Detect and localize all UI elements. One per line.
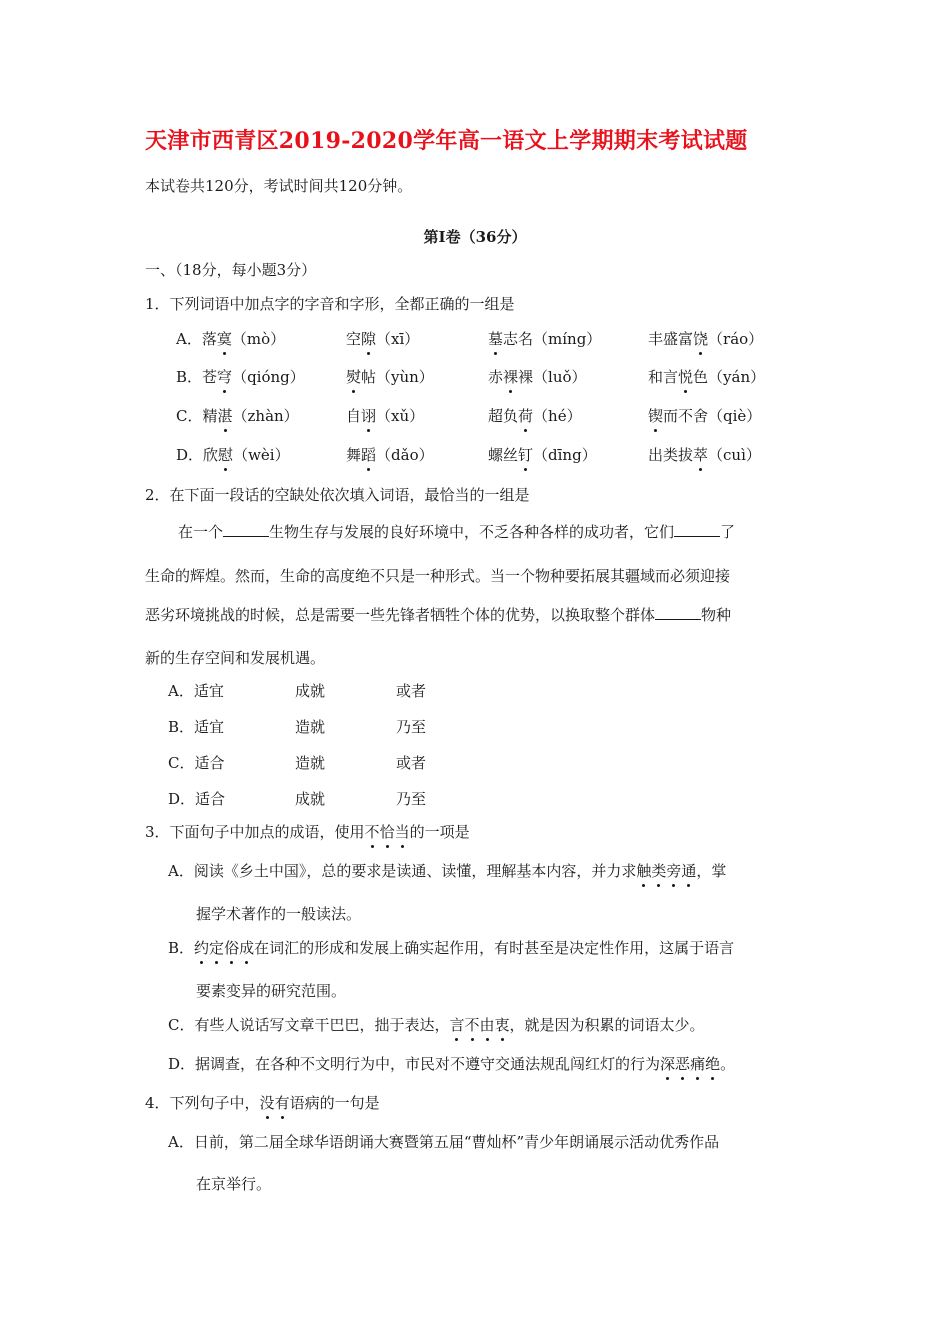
emphasis-char: 有 [274,1094,290,1112]
option-cell: 成就 [295,790,326,808]
word-text: 丰盛富 [648,330,694,348]
dotted-char: 墓 [488,330,504,348]
dotted-char: 饶 [693,330,709,348]
idiom-char: 俗 [224,939,240,957]
word-text: 超负 [488,407,519,425]
dotted-char: 蹈 [361,446,377,464]
question-2-stem: 2．在下面一段话的空缺处依次填入词语，最恰当的一组是 [145,486,530,504]
idiom-char: 言 [449,1016,465,1034]
pinyin-text: 裸（luǒ） [518,368,587,386]
pinyin-text: （cuì） [708,446,761,464]
option-word [488,405,582,426]
option-cell: 或者 [396,682,427,700]
option-cell: C．适合 [168,754,225,772]
option-cell: D．适合 [168,790,226,808]
option-word [488,328,601,349]
dotted-char: 锲 [648,407,664,425]
question-3-option-b-line-2: 要素变异的研究范围。 [196,982,347,1000]
emphasis-char: 当 [394,823,410,841]
dotted-char: 荷 [518,407,534,425]
passage-text: 生物生存与发展的良好环境中，不乏各种各样的成功者，它们 [269,523,675,541]
pinyin-text: 志名（míng） [503,330,602,348]
question-3-stem [145,821,470,842]
dotted-char: 熨 [346,368,362,386]
option-word [648,366,765,387]
passage-text: 恶劣环境挑战的时候，总是需要一些先锋者牺牲个体的优势，以换取整个群体 [145,606,656,624]
option-letter: D． [176,446,204,464]
option-cell: A．适宜 [168,682,224,700]
idiom-char: 约 [194,939,210,957]
pinyin-text: （ráo） [708,330,764,348]
option-cell: 成就 [295,682,326,700]
option-text: 。 [720,1055,736,1073]
option-word [346,366,434,387]
option-letter: B． [176,368,203,386]
pinyin-text: 而不舍（qiè） [663,407,762,425]
dotted-char: 隙 [361,330,377,348]
option-label: B． [168,939,195,957]
option-cell: B．适宜 [168,718,225,736]
option-text: 在词汇的形成和发展上确实起作用，有时甚至是决定性作用，这属于语言 [254,939,735,957]
idiom-char: 痛 [690,1055,706,1073]
passage-text: 了 [720,523,736,541]
pinyin-text: （qióng） [232,368,305,386]
word-text: 赤 [488,368,504,386]
fill-blank-3 [655,607,701,620]
option-word [346,405,424,426]
word-text: 和言 [648,368,679,386]
option-label [176,366,305,387]
option-label [176,405,299,426]
idiom-char: 触 [636,862,652,880]
option-cell: 造就 [295,754,326,772]
question-2-passage-line-1 [178,521,735,542]
dotted-char: 悦 [678,368,694,386]
passage-text: 在一个 [178,523,224,541]
idiom-char: 类 [651,862,667,880]
word-text: 苍 [202,368,218,386]
pinyin-text: （zhàn） [232,407,299,425]
pinyin-text: （hé） [533,407,582,425]
idiom-char: 旁 [666,862,682,880]
question-3-option-c [168,1014,705,1035]
pinyin-text: （mò） [231,330,286,348]
pinyin-text: （wèi） [233,446,290,464]
question-3-option-a-line-2: 握学术著作的一般读法。 [196,905,362,923]
word-text: 自 [346,407,362,425]
option-text: D．据调查，在各种不文明行为中，市民对不遵守交通法规乱闯红灯的行为 [168,1055,661,1073]
option-cell: 或者 [396,754,427,772]
pinyin-text: （xī） [376,330,420,348]
question-1-stem: 1．下列词语中加点字的字音和字形，全都正确的一组是 [145,295,515,313]
question-3-option-d [168,1053,735,1074]
idiom-char: 由 [479,1016,495,1034]
option-word [346,444,434,465]
dotted-char: 湛 [217,407,233,425]
option-cell: 乃至 [396,718,427,736]
question-4-option-a-line-2: 在京举行。 [196,1175,272,1193]
exam-intro: 本试卷共120分，考试时间共120分钟。 [145,177,413,195]
question-3-option-b [168,937,734,958]
word-text: 舞 [346,446,362,464]
part-one-heading: 一、（18分，每小题3分） [145,261,317,279]
pinyin-text: （dǎo） [376,446,434,464]
option-word [648,328,763,349]
emphasis-char: 不 [364,823,380,841]
passage-text: 物种 [701,606,732,624]
question-3-option-a [168,860,726,881]
fill-blank-2 [674,524,720,537]
dotted-char: 诩 [361,407,377,425]
option-letter: A． [176,330,202,348]
word-text: 出类拔 [648,446,694,464]
dotted-char: 萃 [693,446,709,464]
idiom-char: 深 [660,1055,676,1073]
option-label [176,328,285,349]
idiom-char: 成 [239,939,255,957]
option-cell: 造就 [295,718,326,736]
option-text: C．有些人说话写文章干巴巴，拙于表达， [168,1016,450,1034]
idiom-char: 定 [209,939,225,957]
idiom-char: 衷 [494,1016,510,1034]
word-text: 空 [346,330,362,348]
option-text: A．阅读《乡土中国》，总的要求是读通、读懂，理解基本内容，并力求 [168,862,637,880]
question-4-option-a: A．日前，第二届全球华语朗诵大赛暨第五届“曹灿杯”青少年朗诵展示活动优秀作品 [168,1133,720,1151]
stem-text: 语病的一句是 [289,1094,380,1112]
pinyin-text: 帖（yùn） [361,368,434,386]
option-word [648,444,761,465]
page-title: 天津市西青区2019-2020学年高一语文上学期期末考试试题 [145,128,748,154]
option-word [488,444,597,465]
dotted-char: 穹 [217,368,233,386]
word-text: 螺丝 [488,446,519,464]
idiom-char: 恶 [675,1055,691,1073]
dotted-char: 裸 [503,368,519,386]
pinyin-text: （xǔ） [376,407,425,425]
question-2-passage-line-4: 新的生存空间和发展机遇。 [145,649,326,667]
option-text: ，就是因为积累的词语太少。 [509,1016,705,1034]
idiom-char: 通 [681,862,697,880]
option-word [648,405,761,426]
dotted-char: 钉 [518,446,534,464]
emphasis-char: 没 [259,1094,275,1112]
pinyin-text: 色（yán） [693,368,766,386]
question-2-passage-line-3 [145,604,731,625]
section-title: 第Ⅰ卷（36分） [423,228,527,246]
question-4-stem [145,1092,380,1113]
option-word [346,328,419,349]
option-word [488,366,587,387]
stem-text: 的一项是 [409,823,470,841]
stem-text: 4．下列句子中， [145,1094,260,1112]
fill-blank-1 [223,524,269,537]
word-text: 精 [202,407,218,425]
dotted-char: 慰 [218,446,234,464]
word-text: 欣 [203,446,219,464]
option-letter: C． [176,407,203,425]
dotted-char: 寞 [216,330,232,348]
idiom-char: 绝 [705,1055,721,1073]
option-label [176,444,290,465]
pinyin-text: （dīng） [533,446,597,464]
idiom-char: 不 [464,1016,480,1034]
option-text: ，掌 [696,862,727,880]
option-cell: 乃至 [396,790,427,808]
word-text: 落 [201,330,217,348]
emphasis-char: 恰 [379,823,395,841]
question-2-passage-line-2: 生命的辉煌。然而，生命的高度绝不只是一种形式。当一个物种要拓展其疆域而必须迎接 [145,567,731,585]
stem-text: 3．下面句子中加点的成语，使用 [145,823,365,841]
